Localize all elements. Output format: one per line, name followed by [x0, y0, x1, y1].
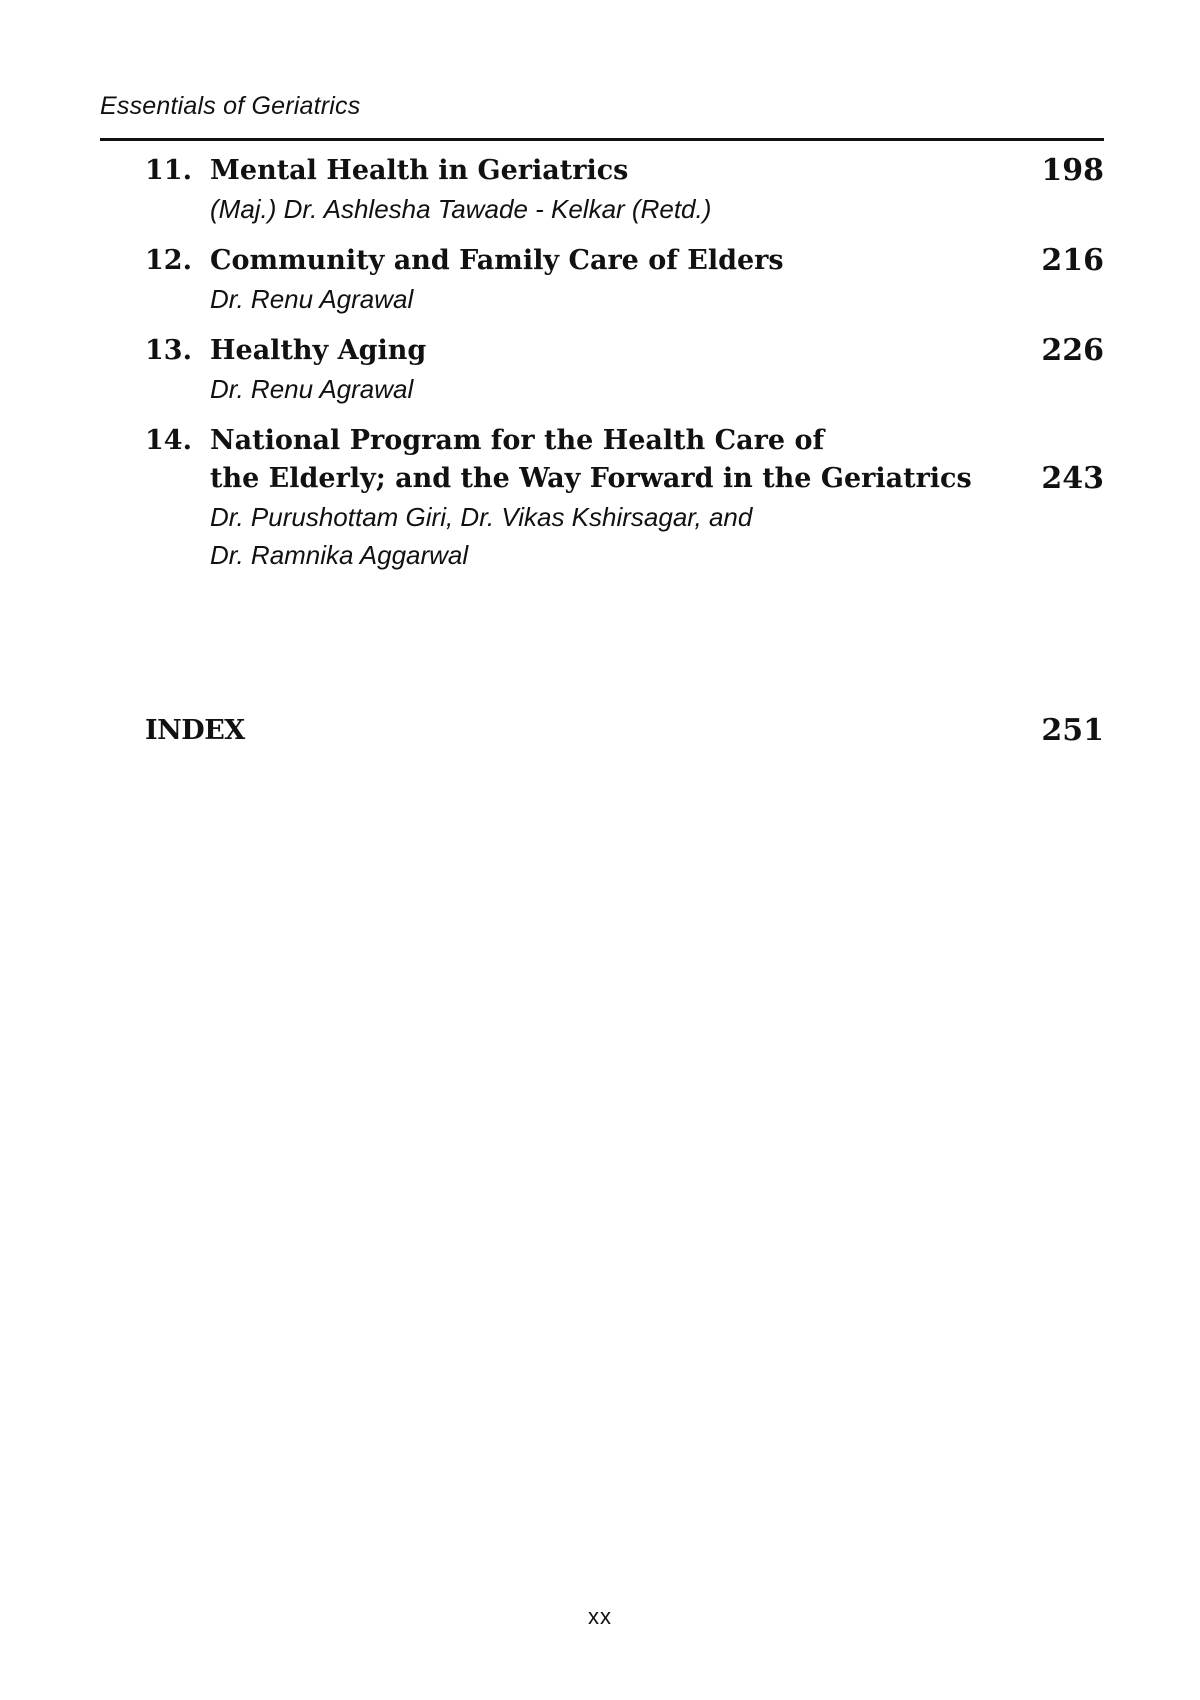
chapter-title-line: National Program for the Health Care of: [210, 425, 825, 456]
running-head: Essentials of Geriatrics: [100, 92, 361, 120]
entry-body: [210, 242, 1014, 318]
chapter-authors: [210, 498, 1014, 574]
toc-entry-13[interactable]: [145, 332, 1104, 408]
header-rule: [100, 138, 1104, 141]
toc-entry-14[interactable]: [145, 422, 1104, 574]
index-page-number[interactable]: 251: [1041, 713, 1104, 748]
chapter-title-line: Healthy Aging: [210, 335, 427, 366]
chapter-title[interactable]: [210, 242, 1014, 280]
author-line: (Maj.) Dr. Ashlesha Tawade - Kelkar (Retd.): [210, 194, 712, 224]
page-folio: xx: [588, 1604, 612, 1629]
chapter-number: 14.: [145, 425, 192, 456]
chapter-title[interactable]: [210, 332, 1014, 370]
page-number[interactable]: 198: [1041, 153, 1104, 188]
entry-body: [210, 422, 1014, 574]
page-number[interactable]: 226: [1041, 333, 1104, 368]
page-number[interactable]: 243: [1041, 461, 1104, 496]
toc-entry-12[interactable]: [145, 242, 1104, 318]
author-line: Dr. Renu Agrawal: [210, 374, 414, 404]
table-of-contents: [145, 152, 1104, 588]
chapter-title-line: the Elderly; and the Way Forward in the Geriatrics: [210, 463, 972, 494]
chapter-authors: [210, 280, 1014, 318]
index-label[interactable]: INDEX: [145, 715, 245, 746]
author-line: Dr. Purushottam Giri, Dr. Vikas Kshirsagar, and: [210, 502, 753, 532]
chapter-authors: [210, 190, 1014, 228]
author-line: Dr. Renu Agrawal: [210, 284, 414, 314]
toc-entry-11[interactable]: [145, 152, 1104, 228]
chapter-title[interactable]: [210, 152, 1014, 190]
author-line: Dr. Ramnika Aggarwal: [210, 540, 469, 570]
page-number[interactable]: 216: [1041, 243, 1104, 278]
chapter-title-line: Community and Family Care of Elders: [210, 245, 784, 276]
chapter-authors: [210, 370, 1014, 408]
chapter-number: 11.: [145, 155, 192, 186]
entry-body: [210, 152, 1014, 228]
chapter-number: 13.: [145, 335, 192, 366]
chapter-title[interactable]: [210, 422, 1014, 498]
chapter-number: 12.: [145, 245, 192, 276]
chapter-title-line: Mental Health in Geriatrics: [210, 155, 629, 186]
entry-body: [210, 332, 1014, 408]
toc-entry-index[interactable]: [145, 712, 1104, 750]
